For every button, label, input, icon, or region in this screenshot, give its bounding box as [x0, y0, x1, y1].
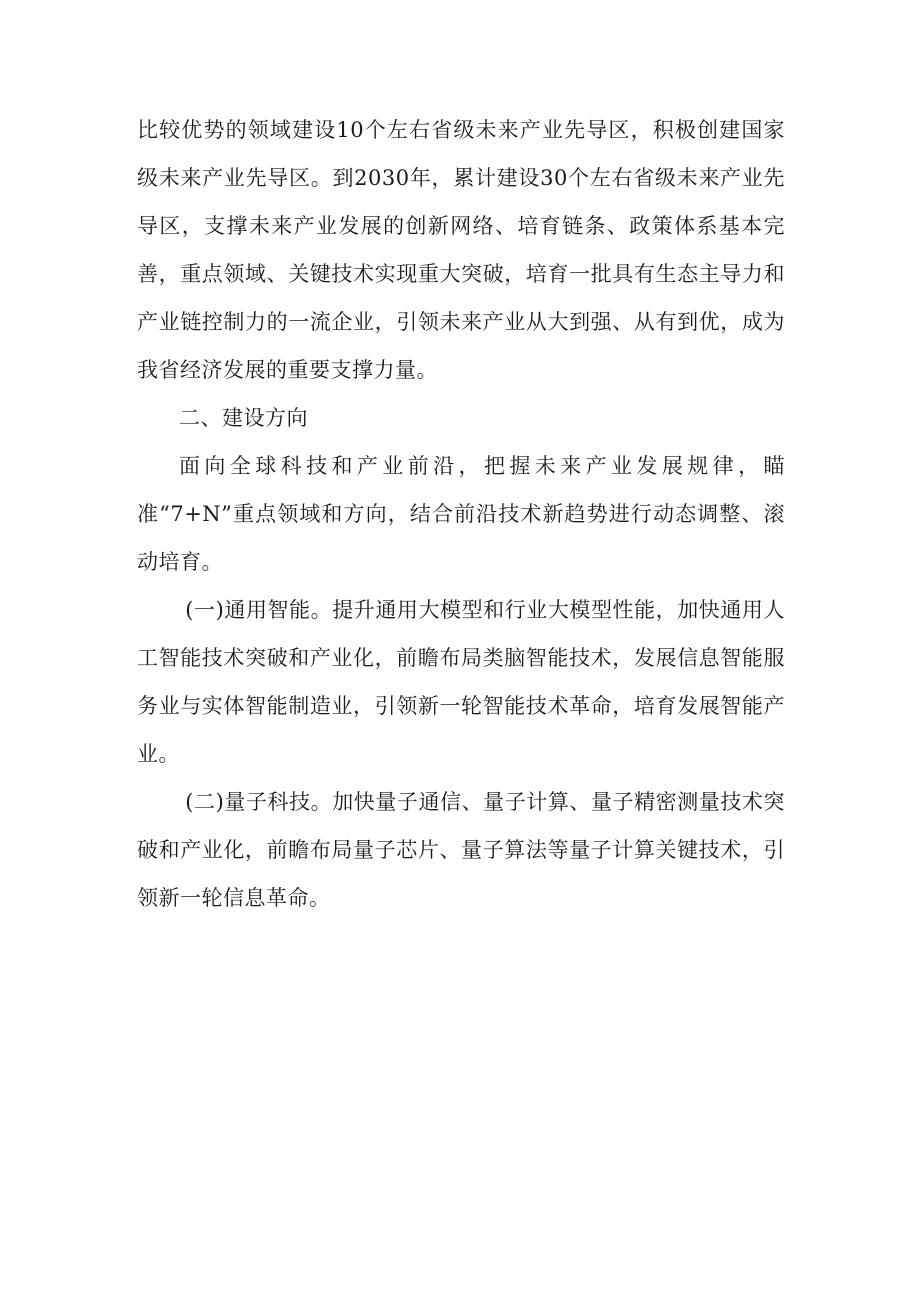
section-heading-construction-direction: 二、建设方向: [179, 406, 308, 430]
paragraph-quantum-technology: (二)量子科技。加快量子通信、量子计算、量子精密测量技术突破和产业化，前瞻布局量子芯片、量子算法等量子计算关键技术，引领新一轮信息革命。: [137, 790, 785, 910]
paragraph-goals: 比较优势的领域建设10个左右省级未来产业先导区，积极创建国家级未来产业先导区。到2030年，累计建设30个左右省级未来产业先导区，支撑未来产业发展的创新网络、培育链条、政策体系基本完善，重点领域、关键技术实现重大突破，培育一批具有生态主导力和产业链控制力的一流企业，引领未来产业从大到强、从有到优，成为我省经济发展的重要支撑力量。: [137, 118, 785, 382]
document-body: [137, 106, 785, 922]
paragraph-general-intelligence: (一)通用智能。提升通用大模型和行业大模型性能，加快通用人工智能技术突破和产业化，前瞻布局类脑智能技术，发展信息智能服务业与实体智能制造业，引领新一轮智能技术革命，培育发展智能产业。: [137, 598, 785, 766]
paragraph-direction-intro: 面向全球科技和产业前沿，把握未来产业发展规律，瞄准“7+N”重点领域和方向，结合前沿技术新趋势进行动态调整、滚动培育。: [137, 454, 785, 574]
